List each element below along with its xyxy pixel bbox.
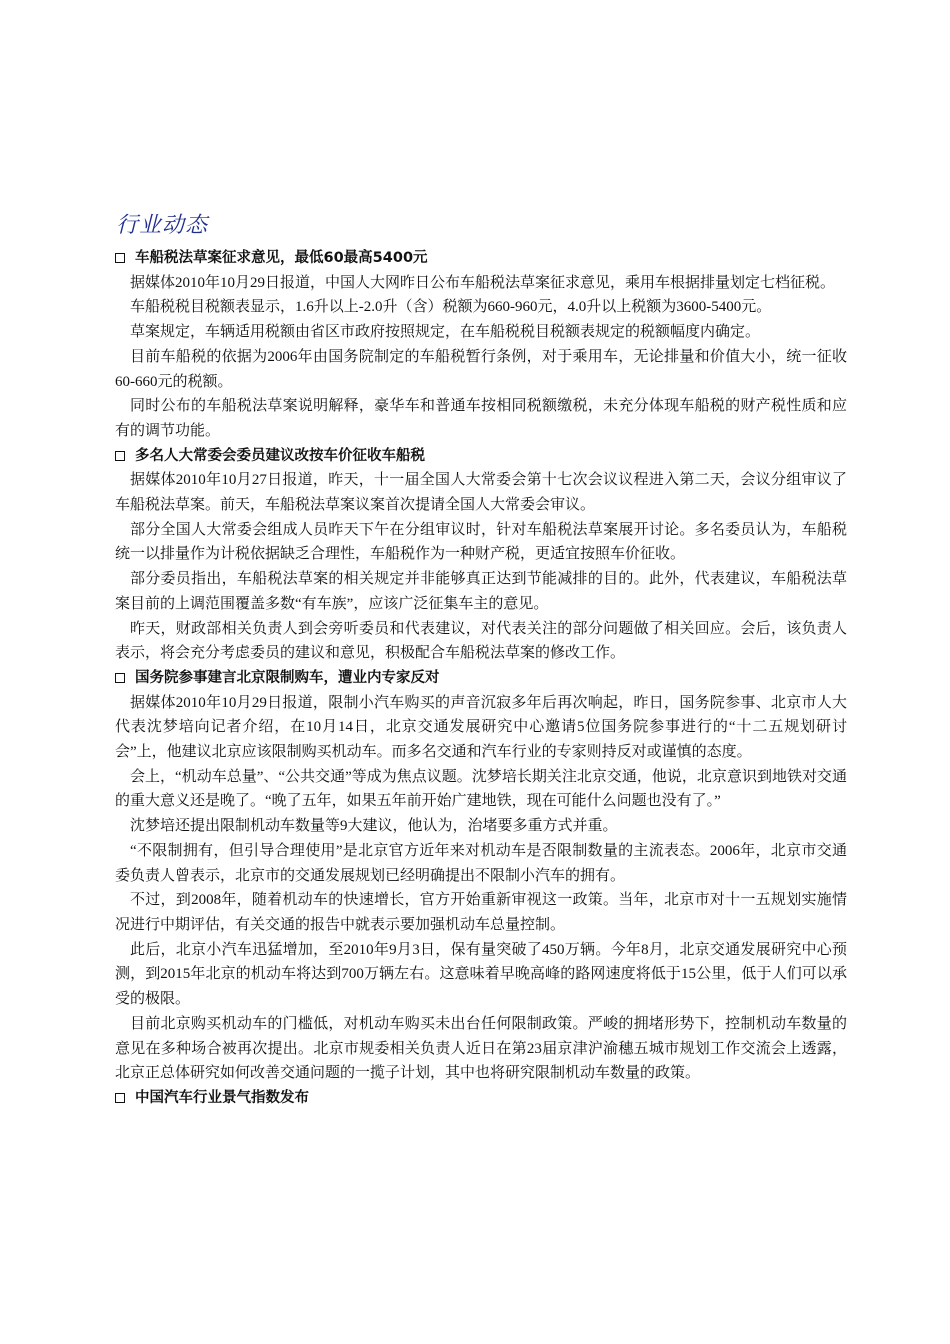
article-paragraph: 不过，到2008年，随着机动车的快速增长，官方开始重新审视这一政策。当年，北京市对十一五规划实施情况进行中期评估，有关交通的报告中就表示要加强机动车总量控制。 [115,892,847,933]
checkbox-square-icon [115,673,125,683]
article-paragraph: 目前车船税的依据为2006年由国务院制定的车船税暂行条例，对于乘用车，无论排量和价值大小，统一征收60-660元的税额。 [115,348,847,390]
article-paragraph: 会上，“机动车总量”、“公共交通”等成为焦点议题。沈梦培长期关注北京交通，他说，北京意识到地铁对交通的重大意义还是晚了。“晚了五年，如果五年前开始广建地铁，现在可能什么问题也没有了。” [115,768,847,810]
article-list [115,246,847,1111]
article-paragraph: 部分全国人大常委会组成人员昨天下午在分组审议时，针对车船税法草案展开讨论。多名委员认为，车船税统一以排量作为计税依据缺乏合理性，车船税作为一种财产税，更适宜按照车价征收。 [115,521,847,563]
article-heading-text: 国务院参事建言北京限制购车，遭业内专家反对 [135,669,440,686]
checkbox-square-icon [115,1093,125,1103]
article-paragraph: 据媒体2010年10月29日报道，限制小汽车购买的声音沉寂多年后再次响起，昨日，国务院参事、北京市人大代表沈梦培向记者介绍，在10月14日，北京交通发展研究中心邀请5位国务院参事进行的“十二五规划研讨会”上，他建议北京应该限制购买机动车。而多名交通和汽车行业的专家则持反对或谨慎的态度。 [115,694,847,761]
article-paragraph: 同时公布的车船税法草案说明解释，豪华车和普通车按相同税额缴税，未充分体现车船税的财产税性质和应有的调节功能。 [115,398,847,439]
article-paragraph: 目前北京购买机动车的门槛低，对机动车购买未出台任何限制政策。严峻的拥堵形势下，控制机动车数量的意见在多种场合被再次提出。北京市规委相关负责人近日在第23届京津沪渝穗五城市规划工作交流会上透露，北京正总体研究如何改善交通问题的一揽子计划，其中也将研究限制机动车数量的政策。 [115,1015,847,1082]
article-paragraph: 据媒体2010年10月27日报道，昨天，十一届全国人大常委会第十七次会议议程进入第二天，会议分组审议了车船税法草案。前天，车船税法草案议案首次提请全国人大常委会审议。 [115,472,847,514]
article-paragraph: 此后，北京小汽车迅猛增加，至2010年9月3日，保有量突破了450万辆。今年8月，北京交通发展研究中心预测，到2015年北京的机动车将达到700万辆左右。这意味着早晚高峰的路网速度将低于15公里，低于人们可以承受的极限。 [115,941,847,1008]
article-heading [115,444,847,469]
article-heading [115,246,847,271]
article-paragraph: 草案规定，车辆适用税额由省区市政府按照规定，在车船税税目税额表规定的税额幅度内确定。 [130,324,761,341]
article-paragraph: “不限制拥有，但引导合理使用”是北京官方近年来对机动车是否限制数量的主流表态。2006年，北京市交通委负责人曾表示，北京市的交通发展规划已经明确提出不限制小汽车的拥有。 [115,842,847,884]
article-heading-text: 车船税法草案征求意见，最低60最高5400元 [135,250,428,266]
section-title: 行业动态 [116,213,209,238]
article-paragraph: 部分委员指出，车船税法草案的相关规定并非能够真正达到节能减排的目的。此外，代表建议，车船税法草案目前的上调范围覆盖多数“有车族”，应该广泛征集车主的意见。 [115,571,847,612]
article-heading-text: 中国汽车行业景气指数发布 [135,1089,309,1106]
article-paragraph: 据媒体2010年10月29日报道，中国人大网昨日公布车船税法草案征求意见，乘用车根据排量划定七档征税。 [130,274,836,291]
article-heading-text: 多名人大常委会委员建议改按车价征收车船税 [135,447,425,464]
checkbox-square-icon [115,253,125,263]
article-paragraph: 沈梦培还提出限制机动车数量等9大建议，他认为，治堵要多重方式并重。 [130,818,618,835]
article-paragraph: 车船税税目税额表显示，1.6升以上-2.0升（含）税额为660-960元，4.0升以上税额为3600-5400元。 [130,299,772,316]
checkbox-square-icon [115,451,125,461]
article-heading [115,1086,847,1111]
article-paragraph: 昨天，财政部相关负责人到会旁听委员和代表建议，对代表关注的部分问题做了相关回应。会后，该负责人表示，将会充分考虑委员的建议和意见，积极配合车船税法草案的修改工作。 [115,620,847,662]
article-heading [115,666,847,691]
